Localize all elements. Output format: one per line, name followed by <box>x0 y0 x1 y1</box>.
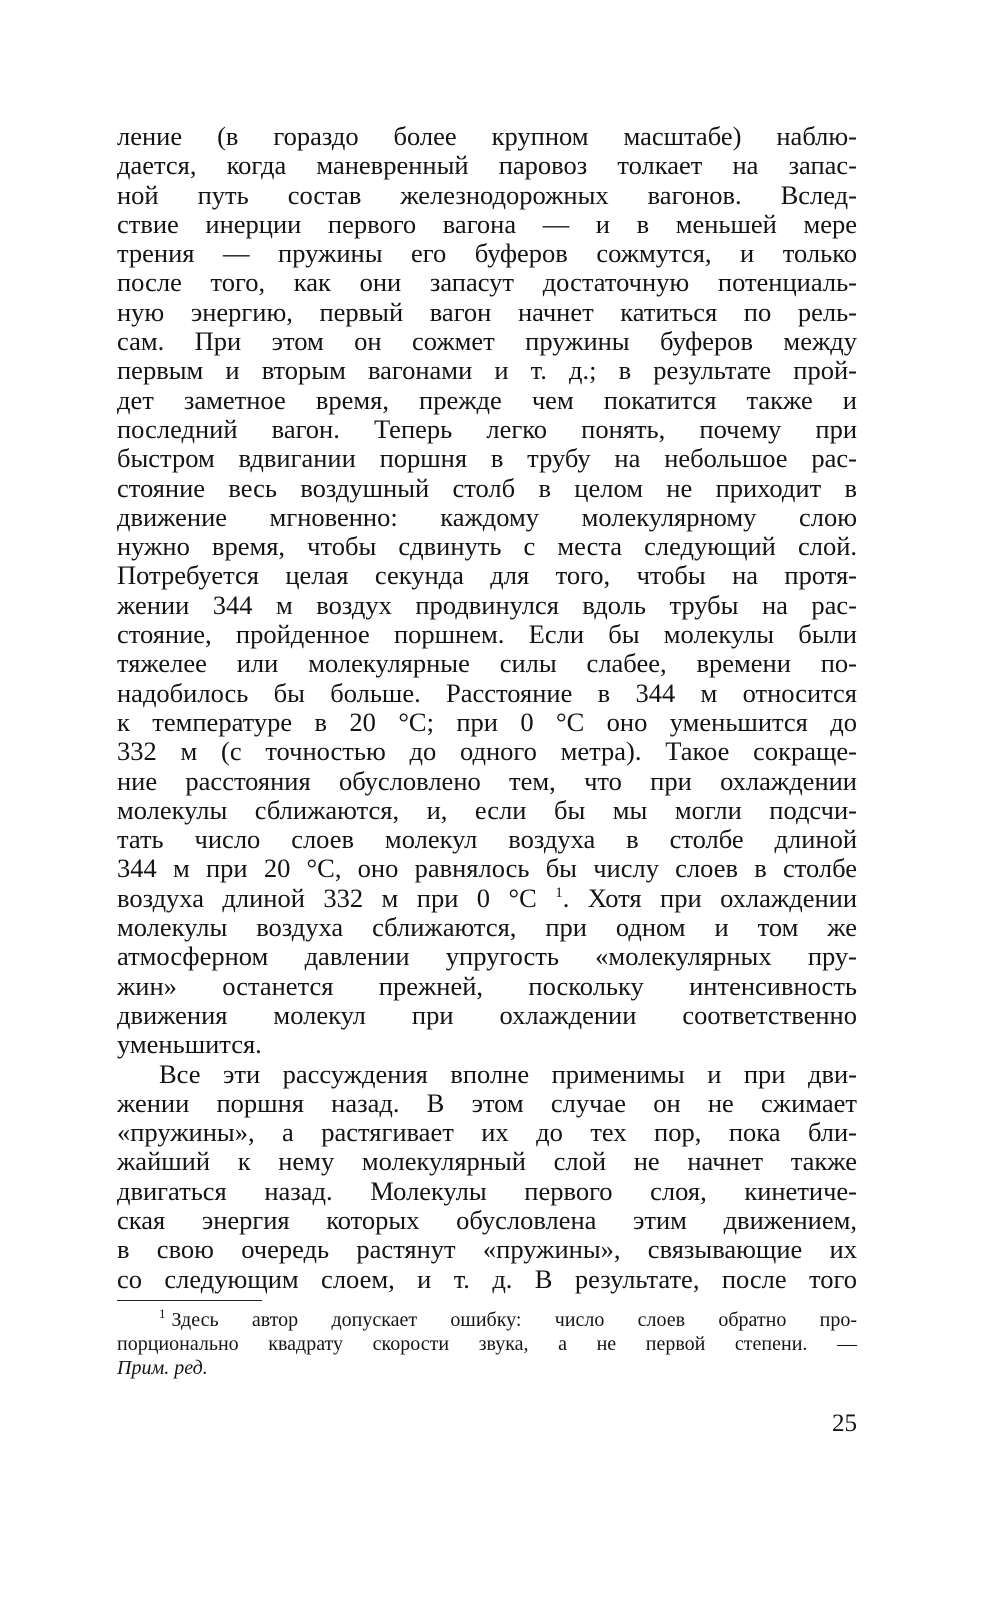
text-line: тяжелее или молекулярные силы слабее, времени по- <box>117 648 857 679</box>
text-line: надобилось бы больше. Расстояние в 344 м относится <box>117 677 857 708</box>
text-line: молекулы сближаются, и, если бы мы могли подсчи- <box>117 794 857 825</box>
footnote <box>117 1308 857 1380</box>
text-line: жении поршня назад. В этом случае он не сжимает <box>117 1087 857 1118</box>
text-line: движение мгновенно: каждому молекулярному слою <box>117 501 857 532</box>
text-line: ную энергию, первый вагон начнет катиться по рель- <box>117 296 857 327</box>
text-line: «пружины», а растягивает их до тех пор, пока бли- <box>117 1117 857 1148</box>
paragraph-start-line: Все эти рассуждения вполне применимы и при дви- <box>159 1058 857 1089</box>
text-line: нужно время, чтобы сдвинуть с места следующий слой. <box>117 531 857 562</box>
footnote-editor-note: Прим. ред. <box>117 1357 208 1379</box>
text-line: молекулы воздуха сближаются, при одном и том же <box>117 912 857 943</box>
text-line: 332 м (с точностью до одного метра). Такое сокраще- <box>117 736 857 767</box>
line-text-tail: . Хотя при охлаждении <box>562 882 858 913</box>
text-line: после того, как они запасут достаточную потенциаль- <box>117 267 857 298</box>
text-line: последний вагон. Теперь легко понять, почему при <box>117 413 857 444</box>
text-line: стояние, пройденное поршнем. Если бы молекулы были <box>117 619 857 650</box>
footnote-divider <box>117 1300 262 1301</box>
page-number: 25 <box>832 1410 857 1437</box>
text-line: сам. При этом он сожмет пружины буферов между <box>117 326 857 357</box>
text-line: дет заметное время, прежде чем покатится также и <box>117 384 857 415</box>
text-line: движения молекул при охлаждении соответственно <box>117 999 857 1030</box>
footnote-text: Здесь автор допускает ошибку: число слоев обратно про- <box>171 1309 857 1331</box>
text-line: в свою очередь растянут «пружины», связывающие их <box>117 1234 857 1265</box>
text-line: жении 344 м воздух продвинулся вдоль трубы на рас- <box>117 589 857 620</box>
text-line: жин» останется прежней, поскольку интенсивность <box>117 970 857 1001</box>
text-line: трения — пружины его буферов сожмутся, и только <box>117 238 857 269</box>
footnote-line <box>117 1308 857 1332</box>
text-line: жайший к нему молекулярный слой не начнет также <box>117 1146 857 1177</box>
footnote-reference[interactable]: 1 <box>555 884 563 901</box>
text-line: ская энергия которых обусловлена этим движением, <box>117 1204 857 1235</box>
text-line: ствие инерции первого вагона — и в меньшей мере <box>117 208 857 239</box>
text-line: первым и вторым вагонами и т. д.; в результате прой- <box>117 355 857 386</box>
footnote-marker: 1 <box>159 1306 166 1322</box>
text-line: Потребуется целая секунда для того, чтобы на протя- <box>117 560 857 591</box>
text-line: двигаться назад. Молекулы первого слоя, кинетиче- <box>117 1175 857 1206</box>
text-line: тать число слоев молекул воздуха в столбе длиной <box>117 824 857 855</box>
text-line: ной путь состав железнодорожных вагонов. Вслед- <box>117 179 857 210</box>
text-line: к температуре в 20 °С; при 0 °С оно уменьшится до <box>117 706 857 737</box>
text-line: атмосферном давлении упругость «молекулярных пру- <box>117 941 857 972</box>
footnote-line: порционально квадрату скорости звука, а не первой степени. — <box>117 1333 857 1355</box>
text-line: со следующим слоем, и т. д. В результате, после того <box>117 1263 857 1294</box>
text-line: быстром вдвигании поршня в трубу на небольшое рас- <box>117 443 857 474</box>
line-text: воздуха длиной 332 м при 0 °С <box>117 882 537 913</box>
text-line: 344 м при 20 °С, оно равнялось бы числу слоев в столбе <box>117 853 857 884</box>
text-line: стояние весь воздушный столб в целом не приходит в <box>117 472 857 503</box>
text-line-with-footnote-ref <box>117 884 857 913</box>
text-line: ление (в гораздо более крупном масштабе) наблю- <box>117 121 857 151</box>
text-line: ние расстояния обусловлено тем, что при охлаждении <box>117 765 857 796</box>
text-line: дается, когда маневренный паровоз толкает на запас- <box>117 150 857 181</box>
main-text <box>117 122 857 1294</box>
text-line: уменьшится. <box>117 1029 262 1060</box>
